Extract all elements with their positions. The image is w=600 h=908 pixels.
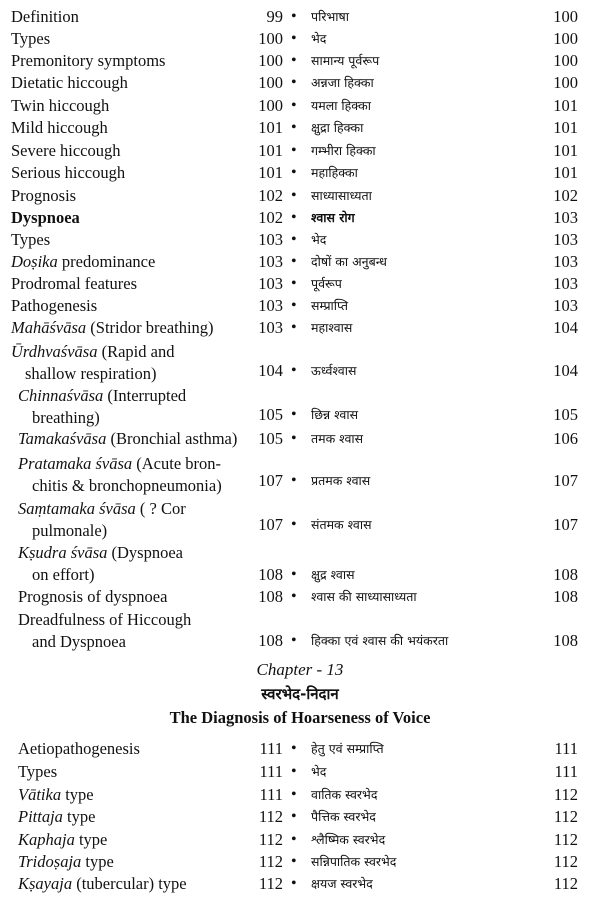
entry-title-continuation: on effort) — [32, 565, 95, 584]
entry-title-hi: हिक्का एवं श्वास की भयंकरता — [311, 633, 449, 648]
bullet: • — [291, 875, 297, 892]
bullet: • — [291, 142, 297, 159]
bullet: • — [291, 8, 297, 25]
entry-title-hi: परिभाषा — [311, 9, 349, 24]
bullet: • — [291, 275, 297, 292]
entry-title-hi: श्लैष्मिक स्वरभेद — [311, 832, 386, 847]
page-number-en: 112 — [258, 852, 283, 871]
entry-title-hi: सन्निपातिक स्वरभेद — [311, 854, 397, 869]
entry-title-hi: छिन्न श्वास — [311, 407, 359, 422]
page-number-hi: 100 — [553, 51, 578, 70]
page-number-en: 108 — [258, 565, 283, 584]
page-number-en: 107 — [258, 471, 283, 490]
chapter-label: Chapter - 13 — [256, 660, 344, 679]
entry-title-en: Prognosis — [11, 186, 77, 205]
page-number-en: 100 — [258, 73, 283, 92]
entry-title-rest: (Rapid and — [97, 342, 175, 361]
entry-title-hi: भेद — [311, 232, 327, 247]
page-number-hi: 103 — [553, 252, 578, 271]
page-number-hi: 112 — [553, 807, 578, 826]
page-number-hi: 101 — [553, 141, 578, 160]
bullet: • — [291, 52, 297, 69]
bullet: • — [291, 253, 297, 270]
entry-title-en: Dyspnoea — [11, 208, 80, 227]
entry-title-en: Twin hiccough — [11, 96, 110, 115]
entry-title-hi: यमला हिक्का — [311, 98, 371, 113]
bullet: • — [291, 74, 297, 91]
entry-title-hi: सामान्य पूर्वरूप — [311, 53, 380, 68]
bullet: • — [291, 808, 297, 825]
entry-title-rest: predominance — [57, 252, 156, 271]
page-number-en: 102 — [258, 186, 283, 205]
page-number-en: 112 — [258, 874, 283, 893]
entry-title-hi: श्वास की साध्यासाध्यता — [311, 589, 417, 604]
page-number-hi: 111 — [554, 739, 578, 758]
page-number-hi: 100 — [553, 73, 578, 92]
page-number-en: 104 — [258, 361, 283, 380]
bullet: • — [291, 406, 297, 423]
page-number-en: 100 — [258, 29, 283, 48]
entry-title-hi: श्वास रोग — [311, 210, 355, 225]
page-number-hi: 101 — [553, 118, 578, 137]
bullet: • — [291, 472, 297, 489]
entry-title-hi: पूर्वरूप — [311, 276, 342, 291]
entry-title-italic: Ūrdhvaśvāsa — [11, 342, 98, 361]
entry-title-hi: महाहिक्का — [311, 165, 358, 180]
page-number-en: 101 — [258, 141, 283, 160]
page-number-en: 101 — [258, 163, 283, 182]
entry-title-rest: type — [81, 852, 114, 871]
page-number-en: 102 — [258, 208, 283, 227]
entry-title-rest: (Bronchial asthma) — [106, 429, 238, 448]
page-number-en: 101 — [258, 118, 283, 137]
entry-title-italic: Kṣayaja — [18, 874, 73, 893]
bullet: • — [291, 164, 297, 181]
bullet: • — [291, 853, 297, 870]
entry-title-italic: Kṣudra śvāsa — [18, 543, 108, 562]
bullet: • — [291, 231, 297, 248]
entry-title-hi: ऊर्ध्वश्वास — [311, 363, 357, 378]
page-number-hi: 100 — [553, 7, 578, 26]
entry-title-en: Aetiopathogenesis — [18, 739, 140, 758]
page-number-hi: 112 — [553, 785, 578, 804]
page-number-hi: 101 — [553, 96, 578, 115]
page-number-hi: 101 — [553, 163, 578, 182]
entry-title-rest: (tubercular) type — [72, 874, 187, 893]
page-number-en: 100 — [258, 51, 283, 70]
entry-title-en: Types — [11, 29, 51, 48]
page-number-en: 105 — [258, 429, 283, 448]
entry-title-italic: Doṣika — [11, 252, 58, 271]
entry-title-hi: क्षुद्र श्वास — [311, 567, 355, 582]
page-number-hi: 107 — [553, 471, 578, 490]
entry-title-italic: Tridoṣaja — [18, 852, 82, 871]
entry-title-en: Dietatic hiccough — [11, 73, 128, 92]
bullet: • — [291, 516, 297, 533]
bullet: • — [291, 97, 297, 114]
bullet: • — [291, 30, 297, 47]
page-number-hi: 103 — [553, 208, 578, 227]
entry-title-rest: (Acute bron- — [132, 454, 222, 473]
page-number-hi: 112 — [553, 874, 578, 893]
entry-title-en: Prodromal features — [11, 274, 137, 293]
entry-title-first: Dreadfulness of Hiccough — [18, 610, 192, 629]
page-number-en: 105 — [258, 405, 283, 424]
page-number-hi: 108 — [553, 565, 578, 584]
page-number-en: 103 — [258, 296, 283, 315]
entry-title-hi: प्रतमक श्वास — [311, 473, 371, 488]
page-number-hi: 112 — [553, 852, 578, 871]
entry-title-italic: Kaphaja — [18, 830, 75, 849]
bullet: • — [291, 319, 297, 336]
entry-title-hi: वातिक स्वरभेद — [311, 787, 378, 802]
page-number-hi: 103 — [553, 296, 578, 315]
entry-title-italic: Pratamaka śvāsa — [18, 454, 133, 473]
entry-title-en: Pathogenesis — [11, 296, 98, 315]
page-number-en: 108 — [258, 631, 283, 650]
entry-title-en: Definition — [11, 7, 79, 26]
bullet: • — [291, 831, 297, 848]
entry-title-en: Prognosis of dyspnoea — [18, 587, 168, 606]
entry-title-rest: type — [74, 830, 108, 849]
entry-title-en: Premonitory symptoms — [11, 51, 166, 70]
entry-title-continuation: chitis & bronchopneumonia) — [32, 476, 222, 495]
bullet: • — [291, 362, 297, 379]
page-number-en: 111 — [259, 762, 283, 781]
page-number-en: 103 — [258, 252, 283, 271]
bullet: • — [291, 187, 297, 204]
chapter-title-hi: स्वरभेद-निदान — [261, 685, 339, 703]
page-number-hi: 104 — [553, 318, 578, 337]
page-number-en: 111 — [259, 785, 283, 804]
entry-title-rest: type — [61, 785, 94, 804]
bullet: • — [291, 209, 297, 226]
bullet: • — [291, 297, 297, 314]
entry-title-hi: अन्नजा हिक्का — [311, 75, 374, 90]
page-number-hi: 103 — [553, 274, 578, 293]
entry-title-rest: (Stridor breathing) — [86, 318, 214, 337]
page-number-hi: 112 — [553, 830, 578, 849]
entry-title-hi: महाश्वास — [311, 320, 353, 335]
entry-title-en: Mild hiccough — [11, 118, 108, 137]
bullet: • — [291, 786, 297, 803]
page-number-en: 108 — [258, 587, 283, 606]
page-number-en: 112 — [258, 830, 283, 849]
entry-title-rest: (Dyspnoea — [107, 543, 183, 562]
entry-title-rest: (Interrupted — [103, 386, 187, 405]
entry-title-en: Severe hiccough — [11, 141, 121, 160]
bullet: • — [291, 632, 297, 649]
bullet: • — [291, 566, 297, 583]
entry-title-rest: type — [62, 807, 96, 826]
entry-title-hi: क्षुद्रा हिक्का — [311, 120, 364, 135]
entry-title-rest: ( ? Cor — [135, 499, 186, 518]
entry-title-en: Types — [18, 762, 58, 781]
entry-title-hi: तमक श्वास — [311, 431, 364, 446]
entry-title-italic: Pittaja — [18, 807, 63, 826]
entry-title-continuation: shallow respiration) — [25, 364, 157, 383]
entry-title-hi: दोषों का अनुबन्ध — [311, 254, 387, 269]
entry-title-italic: Vātika — [18, 785, 62, 804]
entry-title-en: Types — [11, 230, 51, 249]
bullet: • — [291, 763, 297, 780]
entry-title-continuation: pulmonale) — [32, 521, 108, 540]
page-number-hi: 102 — [553, 186, 578, 205]
entry-title-hi: संतमक श्वास — [311, 517, 372, 532]
page-number-hi: 103 — [553, 230, 578, 249]
entry-title-italic: Saṃtamaka śvāsa — [18, 499, 136, 518]
page-number-en: 103 — [258, 318, 283, 337]
entry-title-hi: साध्यासाध्यता — [311, 188, 372, 203]
page-number-en: 107 — [258, 515, 283, 534]
page-number-hi: 106 — [553, 429, 578, 448]
entry-title-continuation: breathing) — [32, 408, 100, 427]
page-number-en: 100 — [258, 96, 283, 115]
page-number-en: 103 — [258, 230, 283, 249]
entry-title-continuation: and Dyspnoea — [32, 632, 126, 651]
page-number-en: 111 — [259, 739, 283, 758]
page-number-hi: 111 — [554, 762, 578, 781]
entry-title-hi: गम्भीरा हिक्का — [311, 143, 376, 158]
page-number-hi: 105 — [553, 405, 578, 424]
entry-title-hi: सम्प्राप्ति — [311, 298, 349, 313]
entry-title-hi: भेद — [311, 764, 327, 779]
entry-title-hi: क्षयज स्वरभेद — [311, 876, 373, 891]
page-number-en: 103 — [258, 274, 283, 293]
bullet: • — [291, 119, 297, 136]
entry-title-italic: Mahāśvāsa — [11, 318, 87, 337]
entry-title-italic: Tamakaśvāsa — [18, 429, 107, 448]
entry-title-hi: भेद — [311, 31, 327, 46]
page-number-en: 99 — [266, 7, 283, 26]
page-number-hi: 108 — [553, 587, 578, 606]
page-number-hi: 104 — [553, 361, 578, 380]
entry-title-en: Serious hiccough — [11, 163, 126, 182]
entry-title-italic: Chinnaśvāsa — [18, 386, 104, 405]
page-number-hi: 108 — [553, 631, 578, 650]
bullet: • — [291, 588, 297, 605]
chapter-title-en: The Diagnosis of Hoarseness of Voice — [169, 708, 431, 727]
bullet: • — [291, 740, 297, 757]
entry-title-hi: पैत्तिक स्वरभेद — [311, 809, 376, 824]
bullet: • — [291, 430, 297, 447]
page-number-hi: 100 — [553, 29, 578, 48]
page-number-hi: 107 — [553, 515, 578, 534]
entry-title-hi: हेतु एवं सम्प्राप्ति — [311, 741, 384, 756]
page-number-en: 112 — [258, 807, 283, 826]
